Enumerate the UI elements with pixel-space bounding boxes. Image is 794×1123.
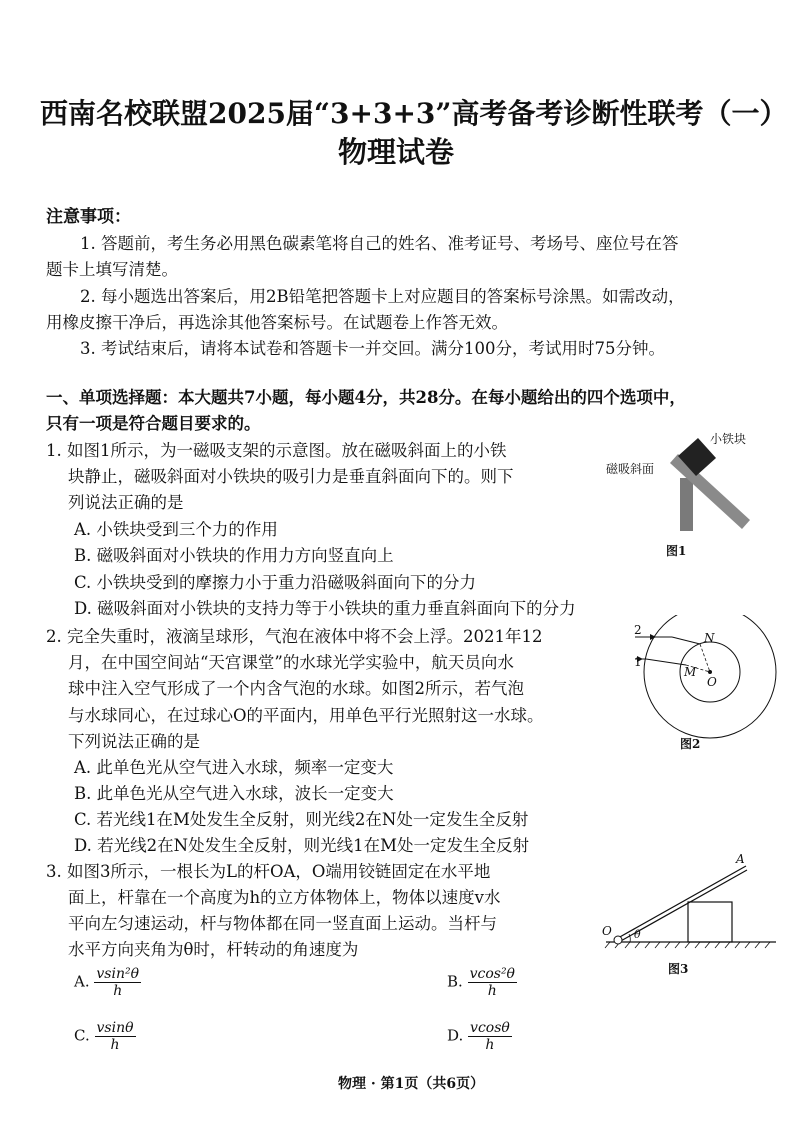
q3-option-c-denominator: h: [110, 1037, 120, 1053]
q2-option-d: D. 若光线2在N处发生全反射，则光线1在M处一定发生全反射: [74, 836, 529, 855]
q2-option-c: C. 若光线1在M处发生全反射，则光线2在N处一定发生全反射: [74, 810, 529, 829]
q1-stem-3: 列说法正确的是: [68, 493, 184, 512]
q1-stem: 1. 如图1所示，为一磁吸支架的示意图。放在磁吸斜面上的小铁: [46, 441, 507, 460]
q2-stem-4: 与水球同心，在过球心O的平面内，用单色平行光照射这一水球。: [68, 706, 544, 725]
fig3-theta-label: θ: [634, 928, 641, 941]
q1-option-d: D. 磁吸斜面对小铁块的支持力等于小铁块的重力垂直斜面向下的分力: [74, 599, 576, 618]
q2-stem-5: 下列说法正确的是: [68, 732, 200, 751]
q3-option-c-fraction: [95, 1020, 136, 1053]
q3-option-b-numerator: vcos²θ: [469, 966, 515, 982]
q3-stem-2: 面上，杆靠在一个高度为h的立方体物体上，物体以速度v水: [68, 888, 501, 907]
fig3-o-label: O: [602, 924, 612, 938]
q1-option-c: C. 小铁块受到的摩擦力小于重力沿磁吸斜面向下的分力: [74, 573, 477, 592]
q2-stem-2: 月，在中国空间站“天宫课堂”的水球光学实验中，航天员向水: [68, 653, 514, 672]
ray-1-refracted: [646, 659, 686, 665]
q2-stem: 2. 完全失重时，液滴呈球形，气泡在液体中将不会上浮。2021年12: [46, 627, 543, 646]
ground-hatch: [605, 942, 770, 948]
fig2-caption: 图2: [680, 737, 701, 751]
page-footer: 物理 · 第1页（共6页）: [338, 1076, 485, 1092]
section-heading-cont: 只有一项是符合题目要求的。: [46, 414, 261, 433]
subject-title: 物理试卷: [338, 135, 455, 169]
notice-item-3: 3. 考试结束后，请将本试卷和答题卡一并交回。满分100分，考试用时75分钟。: [80, 339, 665, 358]
q3-option-b-denominator: h: [487, 983, 497, 999]
q1-stem-2: 块静止，磁吸斜面对小铁块的吸引力是垂直斜面向下的。则下: [68, 467, 514, 486]
stand-post: [680, 478, 693, 531]
fig2-o-label: O: [707, 675, 717, 689]
fig3-a-label: A: [736, 852, 745, 866]
figure-2: [610, 615, 790, 755]
q2-option-b: B. 此单色光从空气进入水球，波长一定变大: [74, 784, 394, 803]
fig2-m-label: M: [684, 665, 697, 679]
fig1-caption: 图1: [666, 544, 687, 558]
fig1-label-block: 小铁块: [710, 432, 747, 446]
section-heading: 一、单项选择题：本大题共7小题，每小题4分，共28分。在每小题给出的四个选项中，: [46, 388, 686, 407]
q3-option-b-label: B.: [447, 972, 463, 991]
figure-1: [600, 428, 780, 563]
q3-stem: 3. 如图3所示，一根长为L的杆OA，O端用铰链固定在水平地: [46, 862, 491, 881]
rod-cube-diagram: [596, 848, 786, 978]
normal-n: [700, 644, 710, 672]
q3-option-d: [447, 1020, 512, 1053]
notice-item-2-cont: 用橡皮擦干净后，再选涂其他答案标号。在试题卷上作答无效。: [46, 313, 508, 332]
q3-option-b-fraction: [468, 966, 517, 999]
q3-option-a-label: A.: [74, 972, 90, 991]
hinge-icon: [614, 936, 622, 944]
q3-option-a-denominator: h: [113, 983, 123, 999]
q3-option-d-label: D.: [447, 1026, 464, 1045]
ray-2-refracted: [672, 637, 700, 644]
q2-option-a: A. 此单色光从空气进入水球，频率一定变大: [74, 758, 394, 777]
q3-option-d-fraction: [468, 1020, 512, 1053]
notice-heading: 注意事项：: [46, 207, 131, 227]
q3-option-a-fraction: [94, 966, 141, 999]
exam-title: 西南名校联盟2025届“3+3+3”高考备考诊断性联考（一）: [40, 97, 788, 130]
cube-object: [688, 902, 732, 942]
q3-option-b: [447, 966, 517, 999]
q3-option-a-numerator: vsin²θ: [96, 966, 140, 982]
notice-item-1-cont: 题卡上填写清楚。: [46, 260, 178, 279]
q3-stem-4: 水平方向夹角为θ时，杆转动的角速度为: [68, 940, 359, 959]
figure-3: [596, 848, 786, 978]
q3-option-d-denominator: h: [485, 1037, 495, 1053]
fig3-caption: 图3: [668, 962, 689, 976]
magnetic-stand-diagram: [600, 428, 780, 563]
q1-option-a: A. 小铁块受到三个力的作用: [74, 520, 278, 539]
q1-option-b: B. 磁吸斜面对小铁块的作用力方向竖直向上: [74, 546, 394, 565]
fig2-n-label: N: [704, 631, 715, 645]
q3-option-c-numerator: vsinθ: [96, 1020, 134, 1036]
q2-stem-3: 球中注入空气形成了一个内含气泡的水球。如图2所示，若气泡: [68, 679, 524, 698]
q3-option-c: [74, 1020, 136, 1053]
q3-stem-3: 平向左匀速运动，杆与物体都在同一竖直面上运动。当杆与: [68, 914, 497, 933]
q3-option-a: [74, 966, 141, 999]
fig1-label-slope: 磁吸斜面: [606, 462, 655, 476]
q3-option-d-numerator: vcosθ: [470, 1020, 510, 1036]
notice-item-1: 1. 答题前，考生务必用黑色碳素笔将自己的姓名、准考证号、考场号、座位号在答: [80, 234, 679, 253]
notice-item-2: 2. 每小题选出答案后，用2B铅笔把答题卡上对应题目的答案标号涂黑。如需改动，: [80, 287, 685, 306]
q3-option-c-label: C.: [74, 1026, 90, 1045]
fig2-ray-2-label: 2: [634, 623, 642, 637]
fig2-ray-1-label: 1: [634, 655, 642, 669]
